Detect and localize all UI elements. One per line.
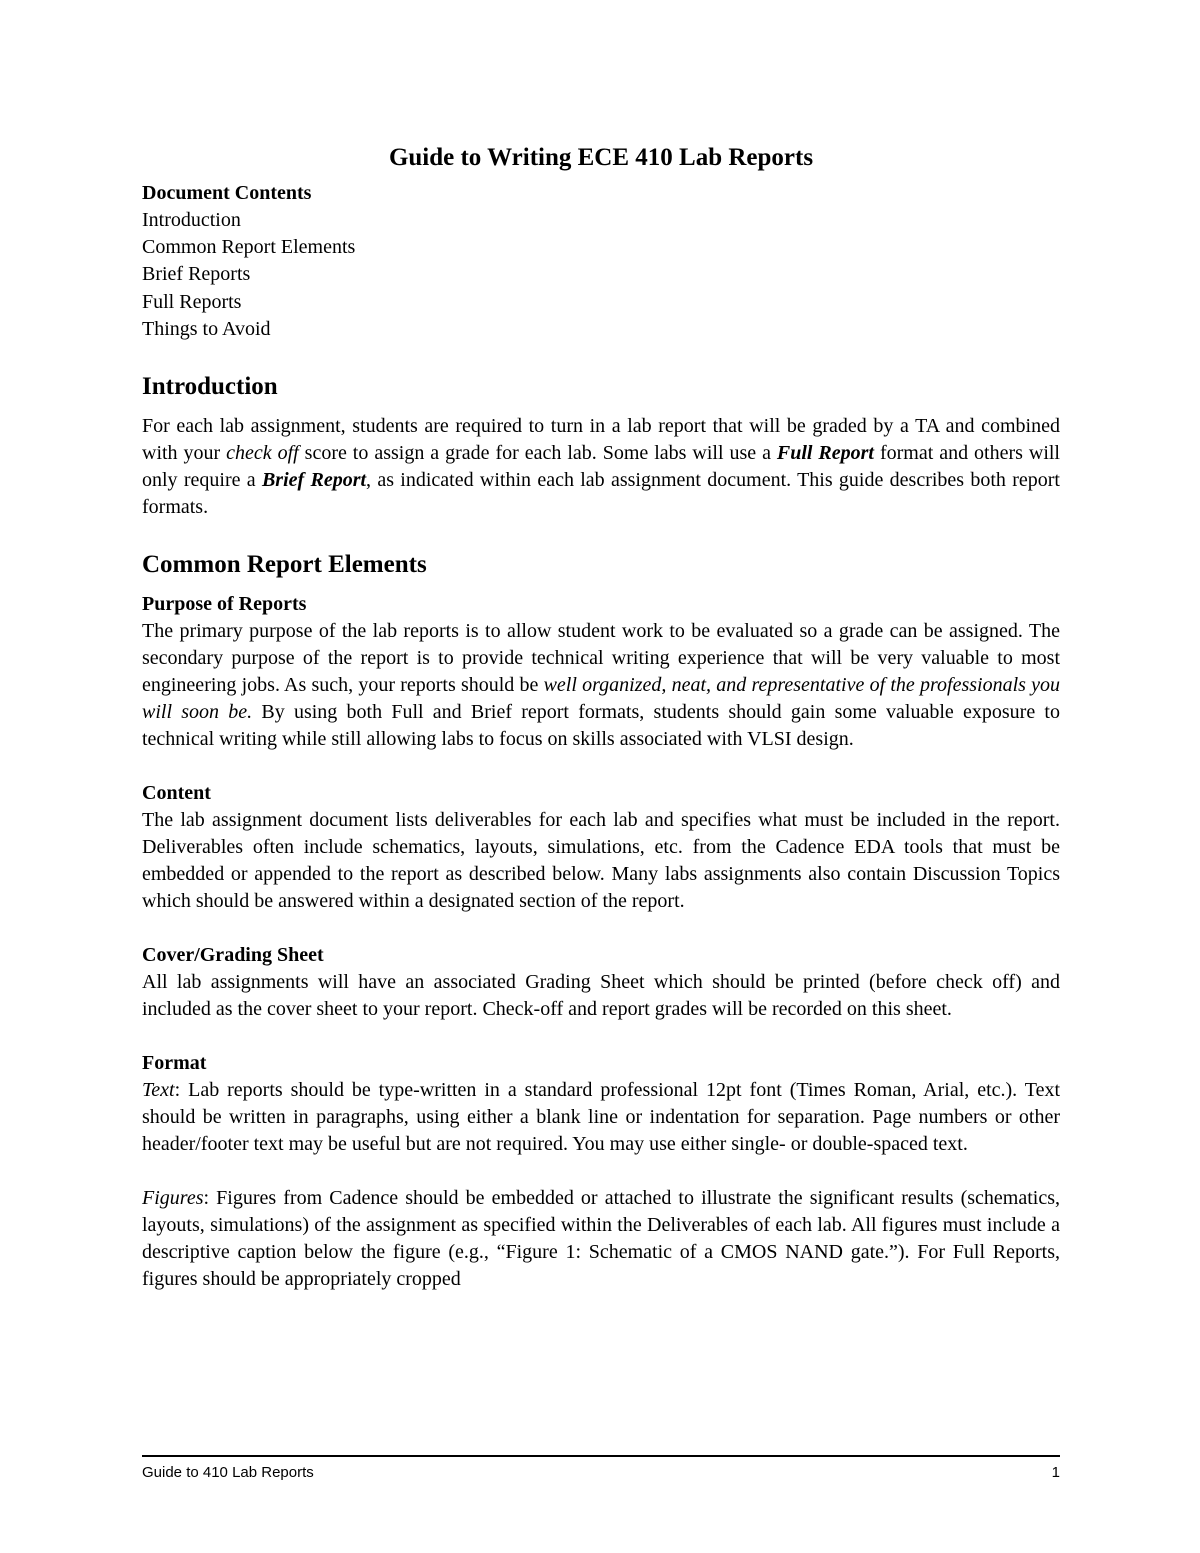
cover-sheet-heading: Cover/Grading Sheet (142, 944, 324, 967)
content-section (142, 780, 1060, 915)
content-heading: Content (142, 782, 211, 805)
contents-item-things-to-avoid[interactable]: Things to Avoid (142, 317, 271, 340)
contents-list (142, 207, 1060, 343)
content-paragraph: The lab assignment document lists deliverables for each lab and specifies what must be included in the report. Deliverables often include schematics, layouts, simulations, etc. from the Cadence EDA tools that must be embedded or appended to the report as described below. Many labs assignments also contain Discussion Topics which should be answered within a designated section of the report. (142, 809, 1060, 913)
page-number: 1 (1051, 1464, 1060, 1481)
introduction-heading: Introduction (142, 373, 278, 401)
introduction-paragraph: For each lab assignment, students are required to turn in a lab report that will be graded by a TA and combined with your check off score to assign a grade for each lab. Some labs will use a Full Report format and others will only require a Brief Report, as indicated within each lab assignment document. This guide describes both report formats. (142, 415, 1060, 519)
contents-item-brief-reports[interactable]: Brief Reports (142, 263, 251, 286)
footer-rule (142, 1455, 1060, 1457)
document-body (142, 140, 1060, 1320)
format-heading: Format (142, 1052, 207, 1075)
contents-item-common-report-elements[interactable]: Common Report Elements (142, 236, 356, 259)
cover-sheet-paragraph: All lab assignments will have an associated Grading Sheet which should be printed (before check off) and included as the cover sheet to your report. Check-off and report grades will be recorded on this sheet. (142, 971, 1060, 1021)
purpose-paragraph: The primary purpose of the lab reports is to allow student work to be evaluated so a grade can be assigned. The secondary purpose of the report is to provide technical writing experience that will be very valuable to most engineering jobs. As such, your reports should be well organized, neat, and representative of the professionals you will soon be. By using both Full and Brief report formats, students should gain some valuable exposure to technical writing while still allowing labs to focus on skills associated with VLSI design. (142, 620, 1060, 751)
contents-item-introduction[interactable]: Introduction (142, 209, 241, 231)
format-text-paragraph: Text: Lab reports should be type-written in a standard professional 12pt font (Times Roman, Arial, etc.). Text should be written in paragraphs, using either a blank line or indentation for separation. Page numbers or other header/footer text may be useful but are not required. You may use either single- or double-spaced text. (142, 1079, 1060, 1156)
contents-item-full-reports[interactable]: Full Reports (142, 290, 242, 313)
footer-title: Guide to 410 Lab Reports (142, 1464, 314, 1481)
format-section (142, 1050, 1060, 1293)
common-report-elements-heading: Common Report Elements (142, 551, 427, 579)
page-footer (142, 1463, 1060, 1483)
cover-sheet-section (142, 942, 1060, 1023)
purpose-section (142, 591, 1060, 753)
purpose-heading: Purpose of Reports (142, 593, 307, 616)
contents-heading: Document Contents (142, 182, 312, 204)
document-title: Guide to Writing ECE 410 Lab Reports (388, 144, 814, 171)
format-figures-paragraph: Figures: Figures from Cadence should be embedded or attached to illustrate the significant results (schematics, layouts, simulations) of the assignment as specified within the Deliverables of each lab. All figures must include a descriptive caption below the figure (e.g., “Figure 1: Schematic of a CMOS NAND gate.”). For Full Reports, figures should be appropriately cropped (142, 1187, 1060, 1291)
